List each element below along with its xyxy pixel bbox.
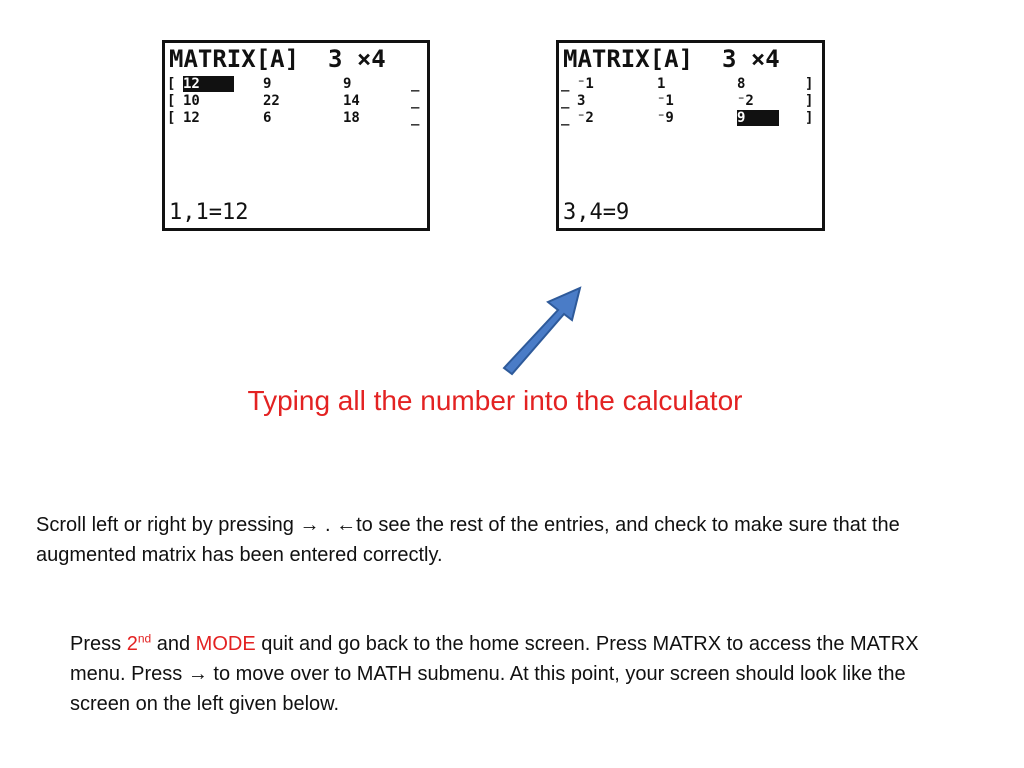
second-key [127,633,151,655]
caption: Typing all the number into the calculator [247,385,743,416]
matrix-cell-selected: 12 [183,76,234,92]
right-screen-title: MATRIX[A] 3 ×4 [563,45,780,73]
right-arrow-icon: → [187,663,208,685]
matrix-cell: [ [167,76,176,92]
second-key-suffix: nd [137,631,152,646]
right-matrix-row-2 [561,93,818,109]
right-arrow-icon: → [299,514,320,536]
right-matrix-row-1 [561,76,818,92]
left-calculator-screen [162,40,430,231]
right-matrix-row-3 [561,110,818,126]
matrix-cell: 22 [263,93,280,109]
left-matrix-row-3 [167,110,423,126]
left-screen-status: 1,1=12 [169,200,249,225]
press-word: Press [70,633,127,655]
second-key-number: 2 [126,633,138,655]
matrix-cell: 14 [343,93,360,109]
matrix-cell: 3 [577,93,586,109]
matrix-cell: ] [805,110,814,126]
matrix-cell: 12 [183,110,200,126]
matrix-cell: _ [561,93,570,109]
matrix-cell: 10 [183,93,200,109]
press-text-2: to move over to MATH submenu. At this point, your screen should look like the screen on the left given below. [70,663,906,715]
and-word: and [151,633,196,655]
matrix-cell: 6 [263,110,272,126]
left-screen-title: MATRIX[A] 3 ×4 [169,45,386,73]
matrix-cell: ⁻9 [657,110,674,126]
matrix-cell: [ [167,93,176,109]
matrix-cell: ⁻1 [577,76,594,92]
matrix-cell: 9 [263,76,272,92]
matrix-cell-selected: 9 [737,110,779,126]
matrix-cell: [ [167,110,176,126]
left-matrix-row-1 [167,76,423,92]
scroll-text-3: to see the rest of the entries, and check to make sure that the augmented matrix has been entered correctly. [36,514,900,566]
press-text-1: quit and go back to the home screen. Press MATRX to access the MATRX menu. Press [70,633,919,685]
matrix-cell: _ [561,110,570,126]
matrix-cell: _ [411,76,420,92]
matrix-cell: _ [411,93,420,109]
matrix-cell: ⁻2 [577,110,594,126]
scroll-text-2: . [319,514,337,536]
up-right-arrow-icon [490,280,590,380]
left-matrix-row-2 [167,93,423,109]
scroll-text-1: Scroll left or right by pressing [36,514,300,536]
matrix-cell: 8 [737,76,746,92]
matrix-cell: _ [561,76,570,92]
mode-key: MODE [195,633,256,655]
matrix-cell: 9 [343,76,352,92]
matrix-cell: ] [805,76,814,92]
matrix-cell: ⁻2 [737,93,754,109]
scroll-instructions [36,510,996,570]
matrix-cell: ] [805,93,814,109]
press-instructions [70,629,950,719]
matrix-cell: ⁻1 [657,93,674,109]
matrix-cell: 18 [343,110,360,126]
right-calculator-screen [556,40,825,231]
matrix-cell: 1 [657,76,666,92]
right-screen-status: 3,4=9 [563,200,630,225]
left-arrow-icon: ← [336,514,357,536]
matrix-cell: _ [411,110,420,126]
arrow-shape [504,288,580,374]
